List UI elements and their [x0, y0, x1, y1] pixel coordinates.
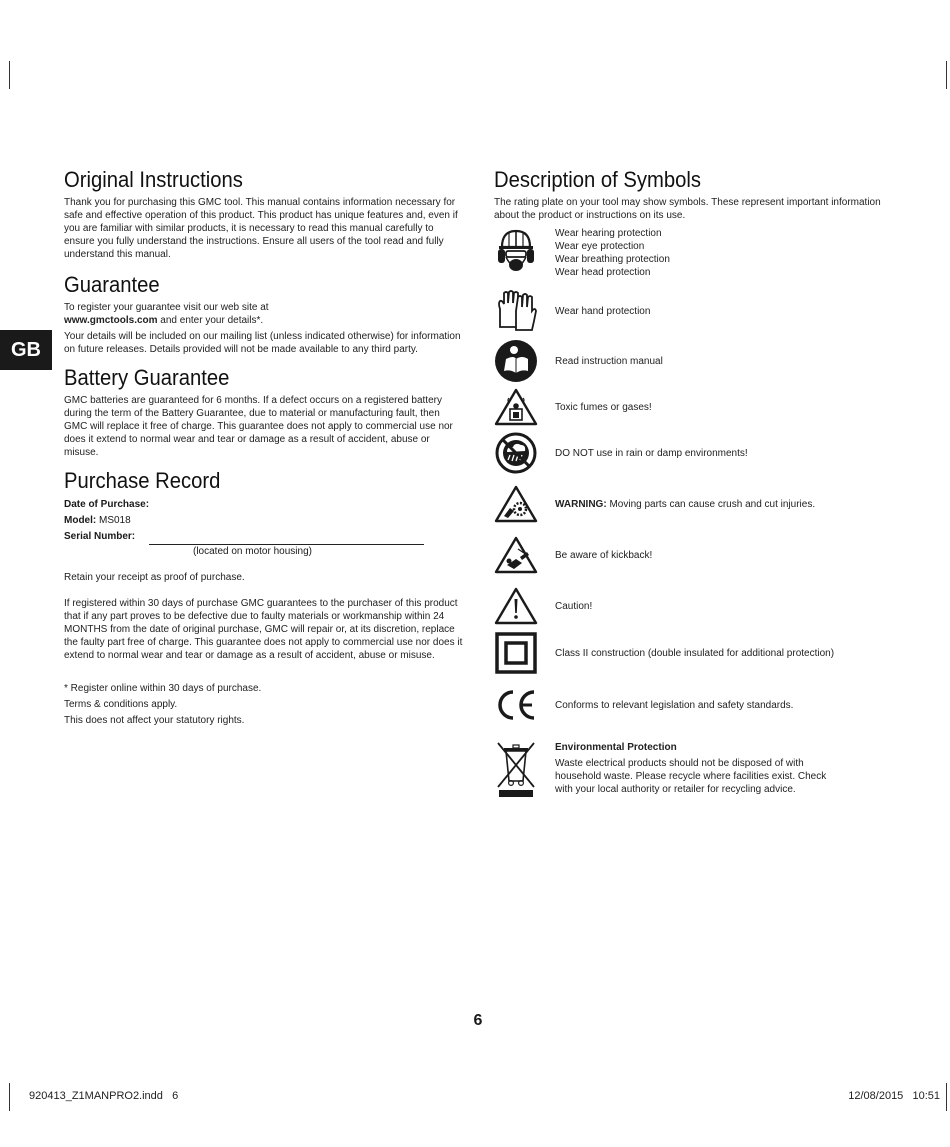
symbol-row-kickback: [494, 533, 894, 577]
class2-text: Class II construction (double insulated for additional protection): [555, 647, 835, 659]
crop-mark-top-right: [946, 61, 947, 89]
environment-title: Environmental Protection: [555, 742, 677, 753]
symbol-row-ce: [494, 683, 894, 727]
symbols-intro: The rating plate on your tool may show symbols. These represent important information about the product or instructions on its use.: [494, 197, 881, 221]
purchase-record-section: [64, 468, 464, 729]
symbol-row-rain: [494, 431, 894, 475]
ce-mark-icon: [494, 683, 538, 727]
guarantee-section: [64, 272, 464, 356]
date-of-purchase-label: Date of Purchase:: [64, 499, 150, 510]
left-column: [64, 167, 464, 737]
symbol-row-manual: [494, 339, 894, 383]
environment-text: [555, 741, 845, 796]
registered-guarantee-text: If registered within 30 days of purchase GMC guarantees to the purchaser of this product that if any part proves to be defective due to faulty materials or workmanship within 24 MONTHS from the date of original purchase, GMC will repair or, at its discretion, replace the faulty part free of charge. This guarantee does not apply to commercial use nor does it extend to normal wear and tear or damage as a result of accident, abuse or misuse.: [64, 598, 463, 661]
serial-number-label: Serial Number:: [64, 531, 136, 542]
page-number: 6: [473, 1012, 483, 1029]
symbol-row-ppe: [494, 227, 894, 279]
original-instructions-body: Thank you for purchasing this GMC tool. This manual contains information necessary for safe and effective operation of this product. This product has unique features and, even if you are familiar with similar products, it is necessary to read this manual carefully to ensure you fully understand the instructions. Ensure all users of the tool read and fully understand this manual.: [64, 197, 458, 260]
environment-body: Waste electrical products should not be disposed of with household waste. Please recycle where facilities exist. Check with your local authority or retailer for recycling advice.: [555, 758, 827, 795]
model-label: Model:: [64, 515, 97, 526]
language-tab: [0, 330, 52, 370]
wear-head-text: Wear head protection: [555, 267, 651, 278]
footer-timestamp: 12/08/2015 10:51: [848, 1090, 940, 1102]
guarantee-url[interactable]: www.gmctools.com: [64, 315, 158, 326]
guarantee-line3: Your details will be included on our mailing list (unless indicated otherwise) for information on future releases. Details provided will not be made available to any third party.: [64, 331, 461, 355]
footnote-statutory: This does not affect your statutory rights.: [64, 715, 245, 726]
wear-hand-text: Wear hand protection: [555, 305, 651, 317]
kickback-text: Be aware of kickback!: [555, 549, 653, 561]
ppe-list: [555, 227, 670, 279]
serial-number-line: [149, 533, 424, 545]
toxic-fumes-icon: [494, 385, 538, 429]
battery-guarantee-body: GMC batteries are guaranteed for 6 months. If a defect occurs on a registered battery during the term of the Battery Guarantee, due to material or manufacturing fault, then GMC will replace it free of charge. This guarantee does not apply to commercial use nor does it extend to normal wear and tear or damage as a result of accident, abuse or misuse.: [64, 395, 453, 458]
warning-rest: Moving parts can cause crush and cut injuries.: [606, 498, 816, 510]
warning-bold: WARNING:: [555, 498, 607, 510]
crop-mark-bottom-left: [9, 1083, 10, 1111]
guarantee-line2: [64, 314, 464, 327]
original-instructions-heading: Original Instructions: [64, 167, 243, 192]
guarantee-heading: Guarantee: [64, 272, 160, 297]
crop-mark-bottom-right: [946, 1083, 947, 1111]
symbol-row-caution: [494, 584, 894, 628]
read-manual-text: Read instruction manual: [555, 355, 663, 367]
caution-icon: [494, 584, 538, 628]
model-row: [64, 513, 464, 529]
read-manual-icon: [494, 339, 538, 383]
guarantee-line2-rest: and enter your details*.: [157, 315, 264, 326]
no-rain-icon: [494, 431, 538, 475]
crush-warning-icon: [494, 482, 538, 526]
gloves-icon: [494, 289, 538, 333]
battery-guarantee-section: [64, 365, 464, 459]
guarantee-line1: To register your guarantee visit our web site at: [64, 302, 269, 313]
rain-text: DO NOT use in rain or damp environments!: [555, 447, 748, 459]
footnote-register: * Register online within 30 days of purchase.: [64, 683, 262, 694]
weee-bin-icon: [494, 741, 538, 799]
purchase-record-heading: Purchase Record: [64, 468, 221, 493]
crop-mark-top-left: [9, 61, 10, 89]
right-column: [494, 167, 894, 799]
retain-receipt-text: Retain your receipt as proof of purchase.: [64, 572, 245, 583]
wear-hearing-text: Wear hearing protection: [555, 228, 662, 239]
language-tab-label: GB: [11, 338, 41, 361]
class-ii-icon: [494, 631, 538, 675]
symbol-row-environment: [494, 741, 894, 799]
caution-text: Caution!: [555, 600, 593, 612]
symbol-row-hand: [494, 289, 894, 333]
symbol-row-warning: [494, 482, 894, 526]
serial-number-row: [64, 529, 464, 545]
model-value: MS018: [96, 515, 131, 526]
ppe-head-icon: [494, 231, 538, 275]
serial-number-note: (located on motor housing): [193, 546, 312, 557]
original-instructions-section: [64, 167, 464, 261]
wear-eye-text: Wear eye protection: [555, 241, 645, 252]
battery-guarantee-heading: Battery Guarantee: [64, 365, 230, 390]
footnote-terms: Terms & conditions apply.: [64, 699, 178, 710]
date-of-purchase-row: [64, 497, 464, 513]
symbols-heading: Description of Symbols: [494, 167, 701, 192]
symbol-row-class2: [494, 631, 894, 675]
toxic-text: Toxic fumes or gases!: [555, 401, 652, 413]
kickback-icon: [494, 533, 538, 577]
footer-file-info: 920413_Z1MANPRO2.indd 6: [29, 1090, 179, 1102]
wear-breathing-text: Wear breathing protection: [555, 254, 670, 265]
ce-text: Conforms to relevant legislation and safety standards.: [555, 699, 794, 711]
symbol-row-toxic: [494, 385, 894, 429]
warning-text: [555, 498, 815, 511]
